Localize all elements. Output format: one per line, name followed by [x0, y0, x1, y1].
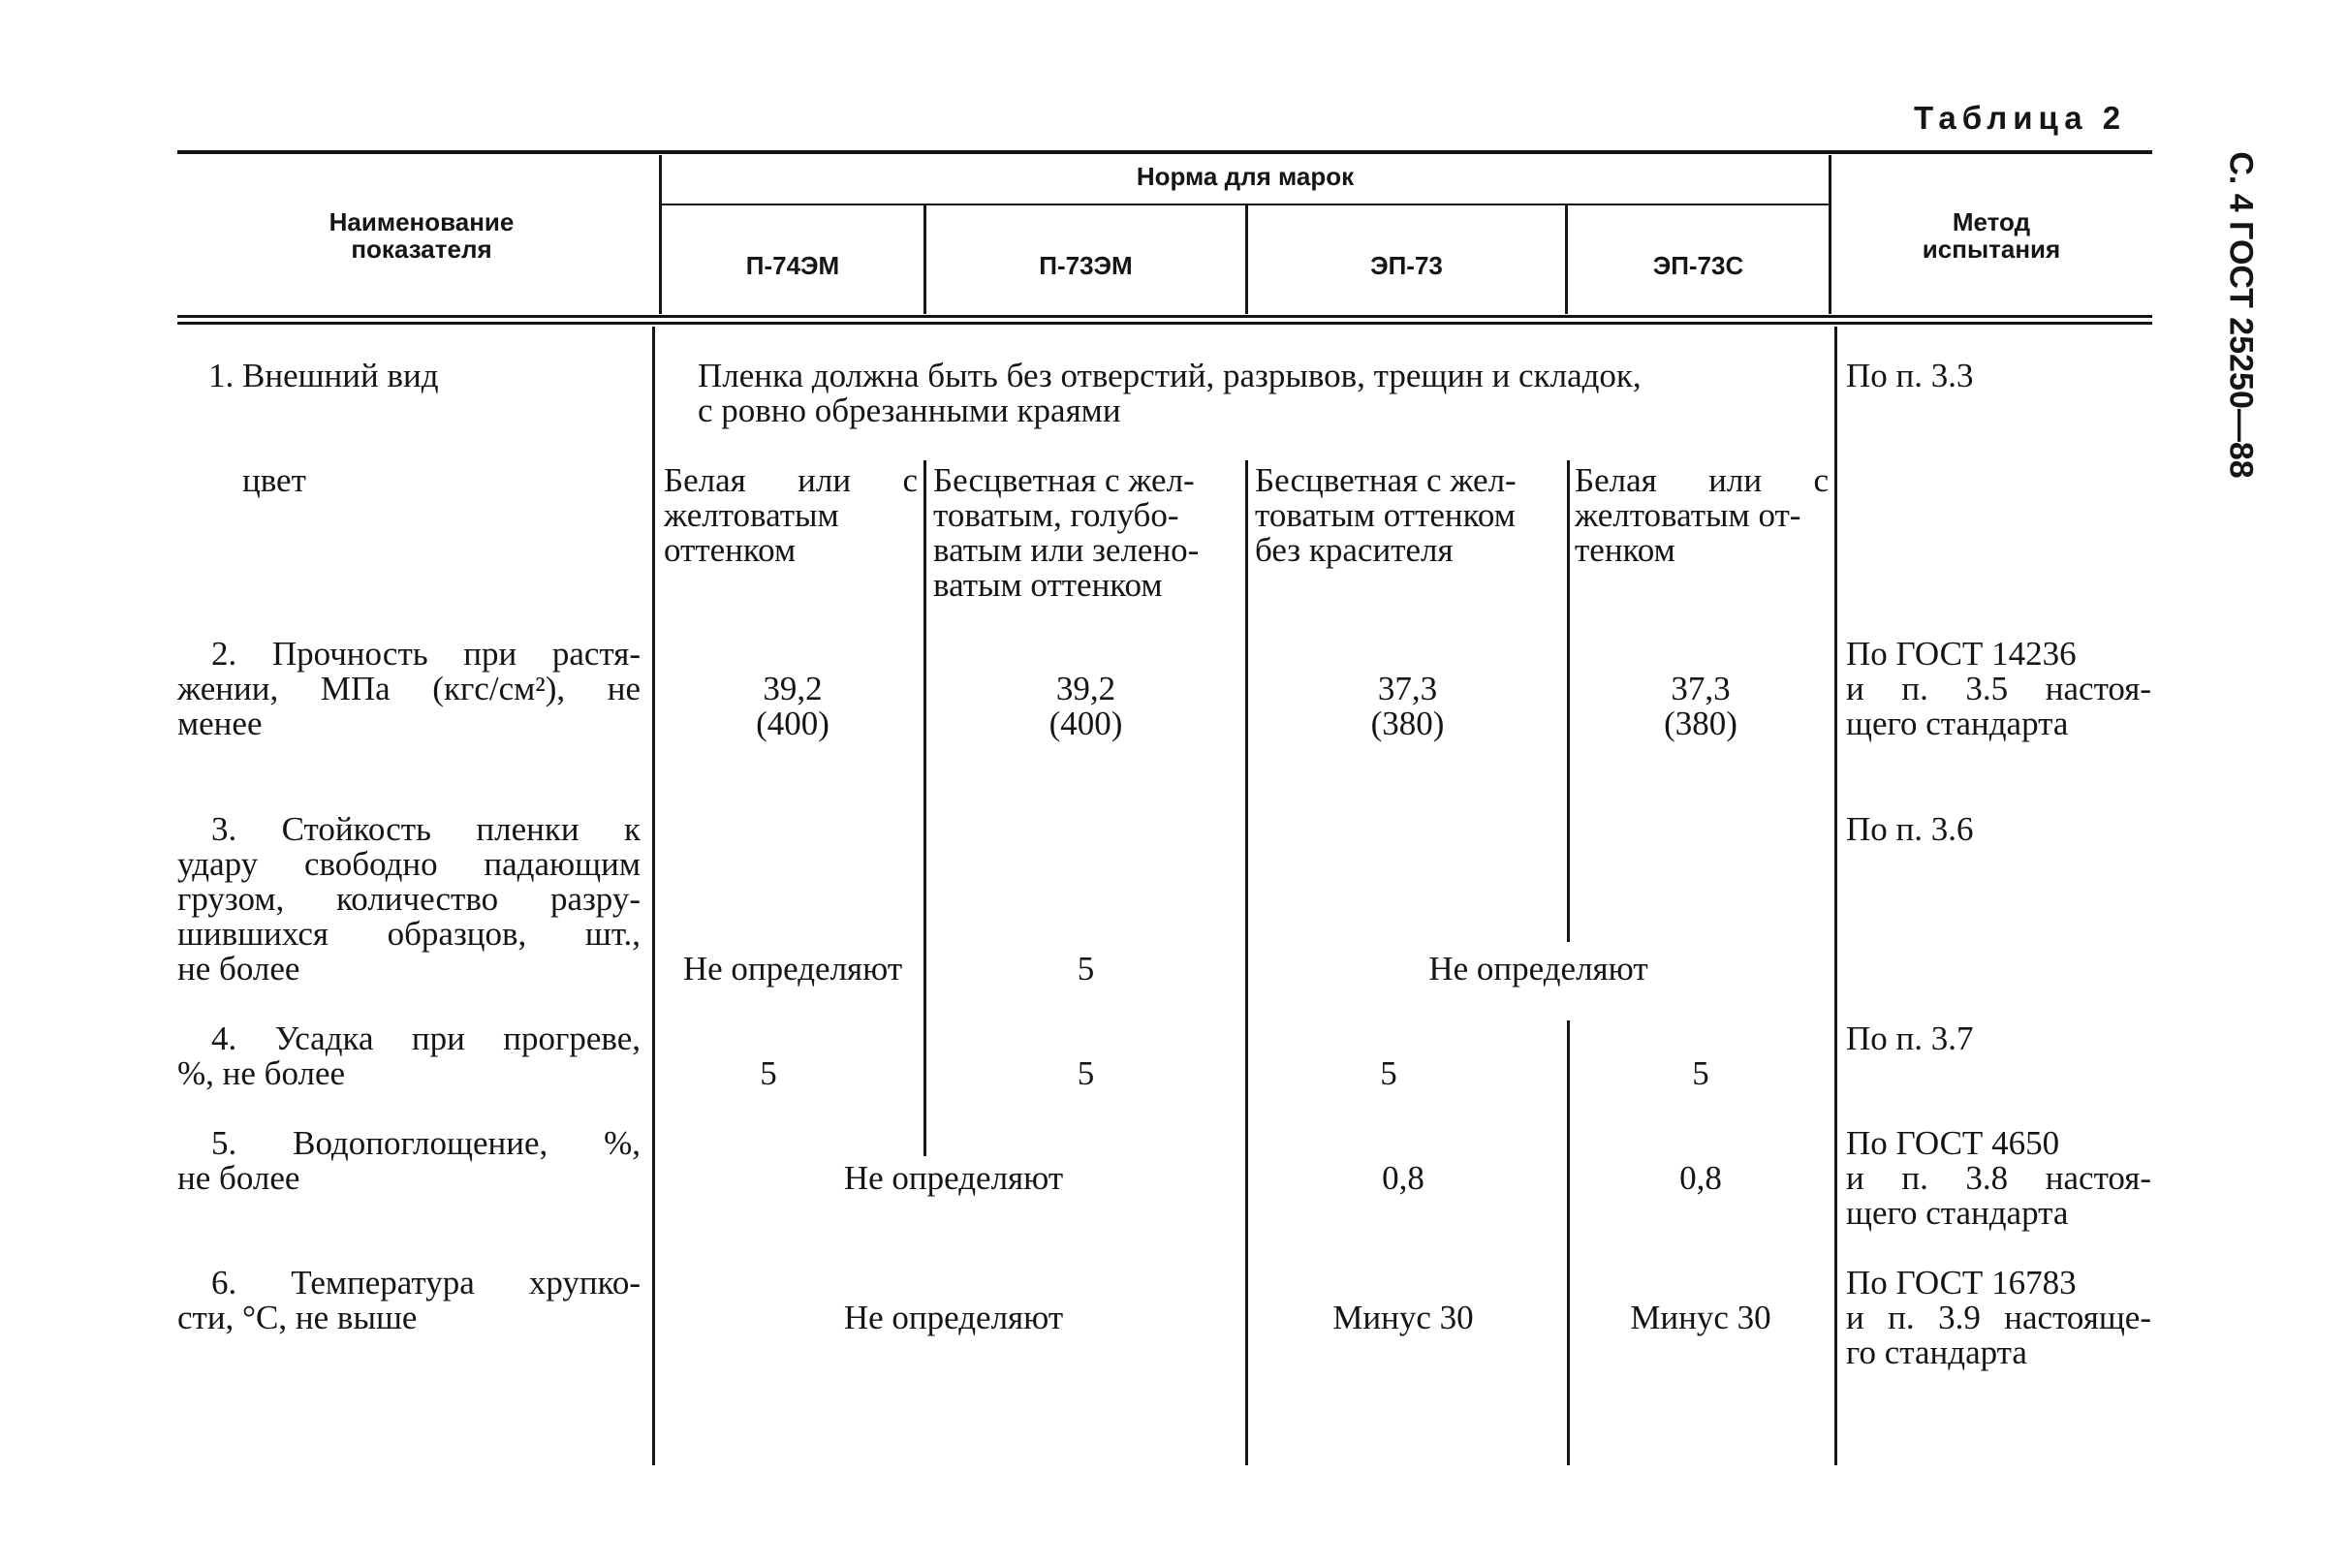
body-divider-5 — [1834, 327, 1837, 1465]
r5-v12: Не определяют — [843, 1159, 1064, 1197]
color-c1-line-3: оттенком — [664, 531, 797, 569]
color-c1-line-1: Белая или с — [664, 461, 918, 499]
color-c2-line-4: ватым оттенком — [933, 566, 1163, 604]
r1-span-line-1: Пленка должна быть без отверстий, разрывов, трещин и складок, — [698, 357, 1642, 394]
header-divider-5 — [1829, 155, 1831, 314]
r6-method — [1846, 1266, 2151, 1370]
r6-method-line-2: и п. 3.9 настояще- — [1846, 1299, 2151, 1336]
running-head — [2192, 111, 2289, 518]
top-rule — [177, 150, 2152, 154]
header-norm-group: Норма для марок — [1136, 162, 1355, 191]
header-name-line-1: Наименование — [329, 207, 515, 236]
color-c3 — [1255, 463, 1517, 568]
header-brand-2: П-73ЭМ — [1039, 251, 1133, 280]
body-divider-1 — [652, 327, 655, 1465]
color-c2-line-1: Бесцветная с жел- — [933, 461, 1195, 499]
r2-method-line-1: По ГОСТ 14236 — [1846, 635, 2077, 673]
r2-name-line-2: жении, МПа (кгс/см²), не — [177, 670, 641, 707]
r5-method-line-1: По ГОСТ 4650 — [1846, 1124, 2060, 1162]
r5-method-line-2: и п. 3.8 настоя- — [1846, 1159, 2151, 1197]
header-brand-1: П-74ЭМ — [745, 251, 840, 280]
r2-v4-line-2: (380) — [1664, 705, 1737, 742]
norm-group-rule — [659, 204, 1829, 205]
r1-span-line-2: с ровно обрезанными краями — [698, 392, 1121, 429]
color-c1-line-2: желтоватым — [664, 496, 839, 534]
color-c2 — [933, 463, 1199, 603]
r3-method: По п. 3.6 — [1846, 810, 1974, 848]
color-c2-line-3: ватым или зелено- — [933, 531, 1200, 569]
r2-v3 — [1248, 672, 1567, 741]
r6-v3: Минус 30 — [1332, 1299, 1474, 1336]
r2-method-line-3: щего стандарта — [1846, 705, 2069, 742]
body-divider-2 — [923, 460, 926, 1156]
header-method-col — [1841, 208, 2142, 263]
r3-v2: 5 — [1077, 950, 1095, 988]
r2-method — [1846, 637, 2151, 741]
header-method-line-2: испытания — [1922, 235, 2061, 264]
r4-name — [177, 1021, 641, 1091]
r4-v4: 5 — [1692, 1054, 1709, 1092]
r2-v3-line-1: 37,3 — [1377, 670, 1438, 707]
header-method-line-1: Метод — [1952, 207, 2031, 236]
r3-name-line-3: грузом, количество разру- — [177, 880, 641, 918]
r2-v2-line-2: (400) — [1048, 705, 1123, 742]
header-rule-lower — [177, 322, 2152, 325]
color-c3-line-2: товатым оттенком — [1255, 496, 1516, 534]
r4-v1: 5 — [760, 1054, 777, 1092]
r5-name — [177, 1126, 641, 1196]
r3-name — [177, 812, 641, 987]
r5-method-line-3: щего стандарта — [1846, 1194, 2069, 1232]
r3-v34: Не определяют — [1428, 950, 1648, 988]
running-head-text: С. 4 ГОСТ 25250—88 — [2222, 151, 2260, 479]
r4-name-line-1: 4. Усадка при прогреве, — [211, 1019, 641, 1057]
r3-v1: Не определяют — [682, 950, 903, 988]
r6-name-line-1: 6. Температура хрупко- — [211, 1264, 641, 1301]
r5-v3: 0,8 — [1382, 1159, 1424, 1197]
r3-name-line-5: не более — [177, 950, 300, 988]
r3-name-line-2: удару свободно падающим — [177, 845, 641, 883]
r5-name-line-2: не более — [177, 1159, 300, 1197]
r2-v2-line-1: 39,2 — [1055, 670, 1116, 707]
r2-name — [177, 637, 641, 741]
r2-method-line-2: и п. 3.5 настоя- — [1846, 670, 2151, 707]
r2-v4 — [1570, 672, 1831, 741]
r6-name-line-2: сти, °С, не выше — [177, 1299, 418, 1336]
header-brand-3: ЭП-73 — [1370, 251, 1443, 280]
r2-v1-line-1: 39,2 — [763, 670, 823, 707]
r2-name-line-1: 2. Прочность при растя- — [211, 635, 641, 673]
r1-span-text — [698, 359, 1642, 428]
r4-method: По п. 3.7 — [1846, 1019, 1974, 1057]
r2-name-line-3: менее — [177, 705, 263, 742]
r2-v1 — [662, 672, 923, 741]
r4-name-line-2: %, не более — [177, 1054, 346, 1092]
color-c3-line-1: Бесцветная с жел- — [1255, 461, 1517, 499]
header-name-line-2: показателя — [351, 235, 492, 264]
r2-v4-line-1: 37,3 — [1671, 670, 1731, 707]
header-rule-upper — [177, 315, 2152, 318]
r4-v2: 5 — [1077, 1054, 1095, 1092]
color-c4 — [1575, 463, 1829, 568]
color-name: цвет — [242, 461, 306, 499]
color-c4-line-3: тенком — [1575, 531, 1675, 569]
r2-v1-line-2: (400) — [756, 705, 829, 742]
r2-v2 — [926, 672, 1245, 741]
r3-name-line-1: 3. Стойкость пленки к — [211, 810, 641, 848]
r6-v4: Минус 30 — [1630, 1299, 1771, 1336]
r6-name — [177, 1266, 641, 1335]
header-brand-4: ЭП-73С — [1652, 251, 1744, 280]
r1-method: По п. 3.3 — [1846, 357, 1974, 394]
table-label: Таблица 2 — [1914, 100, 2127, 136]
r5-name-line-1: 5. Водопоглощение, %, — [211, 1124, 641, 1162]
r1-name: 1. Внешний вид — [208, 357, 439, 394]
color-c2-line-2: товатым, голубо- — [933, 496, 1179, 534]
r6-method-line-3: го стандарта — [1846, 1333, 2027, 1371]
r2-v3-line-2: (380) — [1370, 705, 1445, 742]
r5-v4: 0,8 — [1679, 1159, 1722, 1197]
color-c4-line-2: желтоватым от- — [1575, 496, 1801, 534]
r5-method — [1846, 1126, 2151, 1231]
color-c4-line-1: Белая или с — [1575, 461, 1829, 499]
header-name-col — [262, 208, 581, 263]
r6-v12: Не определяют — [843, 1299, 1064, 1336]
r6-method-line-1: По ГОСТ 16783 — [1846, 1264, 2077, 1301]
color-c1 — [664, 463, 918, 568]
r4-v3: 5 — [1380, 1054, 1397, 1092]
color-c3-line-3: без красителя — [1255, 531, 1454, 569]
r3-name-line-4: шившихся образцов, шт., — [177, 915, 641, 953]
